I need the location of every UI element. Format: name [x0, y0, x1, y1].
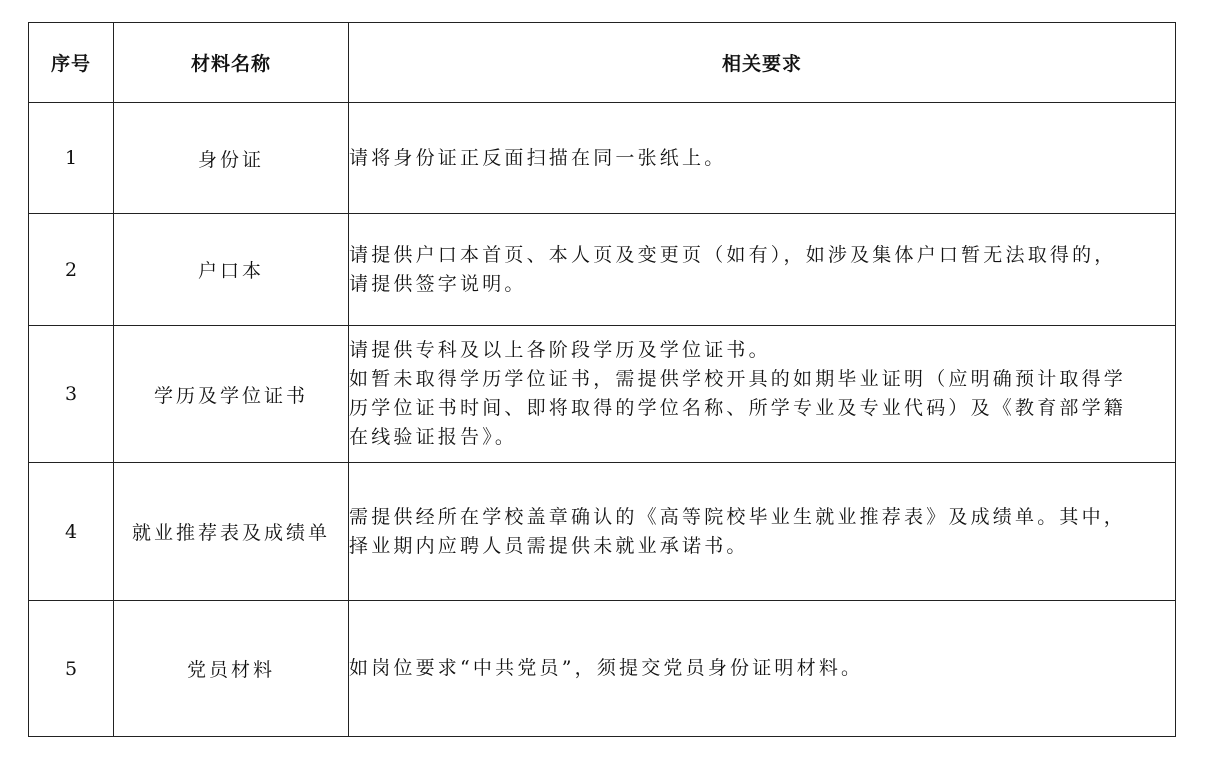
requirement-line: 需提供经所在学校盖章确认的《高等院校毕业生就业推荐表》及成绩单。其中，: [349, 505, 1127, 528]
requirement-line: 请提供签字说明。: [349, 272, 527, 295]
header-requirement: 相关要求: [349, 23, 1176, 103]
requirement-line: 如暂未取得学历学位证书，需提供学校开具的如期毕业证明（应明确预计取得学: [349, 368, 1127, 390]
requirement-line: 如岗位要求“中共党员”，须提交党员身份证明材料。: [349, 657, 864, 679]
requirement-cell: [349, 463, 1176, 601]
header-material-name: 材料名称: [114, 23, 349, 103]
material-name: 就业推荐表及成绩单: [114, 463, 349, 601]
table-row: [29, 463, 1176, 601]
row-number: 5: [29, 601, 114, 737]
header-row: [29, 23, 1176, 103]
header-no: 序号: [29, 23, 114, 103]
row-number: 2: [29, 214, 114, 326]
table-row: [29, 326, 1176, 463]
materials-table: [28, 22, 1176, 737]
row-number: 3: [29, 326, 114, 463]
table-row: [29, 214, 1176, 326]
material-name: 学历及学位证书: [114, 326, 349, 463]
requirement-cell: [349, 601, 1176, 737]
requirement-cell: [349, 103, 1176, 214]
material-name: 户口本: [114, 214, 349, 326]
table-body: [29, 103, 1176, 737]
requirement-line: 请将身份证正反面扫描在同一张纸上。: [349, 146, 727, 169]
requirement-cell: [349, 214, 1176, 326]
requirement-line: 请提供户口本首页、本人页及变更页（如有），如涉及集体户口暂无法取得的，: [349, 243, 1117, 266]
row-number: 4: [29, 463, 114, 601]
row-number: 1: [29, 103, 114, 214]
material-name: 身份证: [114, 103, 349, 214]
table-header: [29, 23, 1176, 103]
requirement-line: 择业期内应聘人员需提供未就业承诺书。: [349, 534, 749, 557]
table-row: [29, 601, 1176, 737]
requirement-line: 历学位证书时间、即将取得的学位名称、所学专业及专业代码）及《教育部学籍: [349, 397, 1127, 419]
table-row: [29, 103, 1176, 214]
requirement-line: 在线验证报告》。: [349, 426, 518, 448]
requirement-line: 请提供专科及以上各阶段学历及学位证书。: [349, 339, 771, 361]
material-name: 党员材料: [114, 601, 349, 737]
requirement-cell: [349, 326, 1176, 463]
